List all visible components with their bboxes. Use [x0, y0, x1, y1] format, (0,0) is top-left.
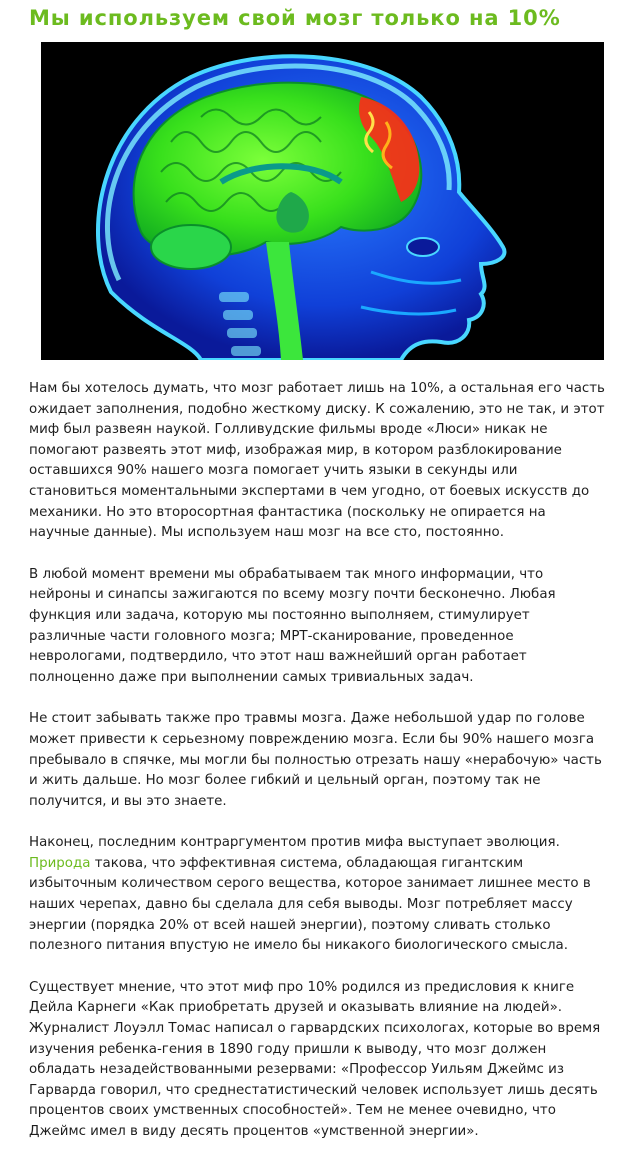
article-body: [29, 379, 609, 1164]
paragraph-4-text-end: такова, что эффективная система, обладающая гигантским избыточным количеством серого вещества, которое занимает лишнее место в наших черепах, давно бы сделала для себя выводы. Мозг потребляет массу энергии (порядка 20% от всей нашей энергии), поэтому сливать столько полезного питания впустую не имело бы никакого биологического смысла.: [29, 855, 591, 954]
paragraph-4: [29, 833, 609, 957]
paragraph-1: Нам бы хотелось думать, что мозг работает лишь на 10%, а остальная его часть ожидает заполнения, подобно жесткому диску. К сожалению, это не так, и этот миф был развеян наукой. Голливудские фильмы вроде «Люси» никак не помогают развеять этот миф, изображая мир, в котором разблокирование оставшихся 90% нашего мозга помогает учить языки в секунды или становиться моментальными экспертами в чем угодно, от боевых искусств до механики. Но это второсортная фантастика (поскольку не опирается на научные данные). Мы используем наш мозг на все сто, постоянно.: [29, 381, 605, 541]
article-title: Мы используем свой мозг только на 10%: [29, 6, 561, 30]
priroda-link[interactable]: Природа: [29, 855, 91, 871]
brain-mri-illustration: [41, 42, 604, 360]
brain-mri-image: [41, 42, 604, 360]
paragraph-2: В любой момент времени мы обрабатываем так много информации, что нейроны и синапсы зажигаются по всему мозгу почти бесконечно. Любая функция или задача, которую мы постоянно выполняем, стимулирует различные части головного мозга; МРТ-сканирование, проведенное неврологами, подтвердило, что этот наш важнейший орган работает полноценно даже при выполнении самых тривиальных задач.: [29, 566, 556, 685]
paragraph-5: Существует мнение, что этот миф про 10% родился из предисловия к книге Дейла Карнеги «Как приобретать друзей и оказывать влияние на людей». Журналист Лоуэлл Томас написал о гарвардских психологах, которые во время изучения ребенка-гения в 1890 году пришли к выводу, что мозг должен обладать незадействованными резервами: «Профессор Уильям Джеймс из Гарварда говорил, что среднестатистический человек использует лишь десять процентов своих умственных способностей». Тем не менее очевидно, что Джеймс имел в виду десять процентов «умственной энергии».: [29, 979, 601, 1139]
paragraph-3: Не стоит забывать также про травмы мозга. Даже небольшой удар по голове может привести к серьезному повреждению мозга. Если бы 90% нашего мозга пребывало в спячке, мы могли бы полностью отрезать нашу «нерабочую» часть и жить дальше. Но мозг более гибкий и цельный орган, поэтому так не получится, и вы это знаете.: [29, 711, 602, 809]
paragraph-4-text-start: Наконец, последним контраргументом против мифа выступает эволюция.: [29, 835, 560, 851]
